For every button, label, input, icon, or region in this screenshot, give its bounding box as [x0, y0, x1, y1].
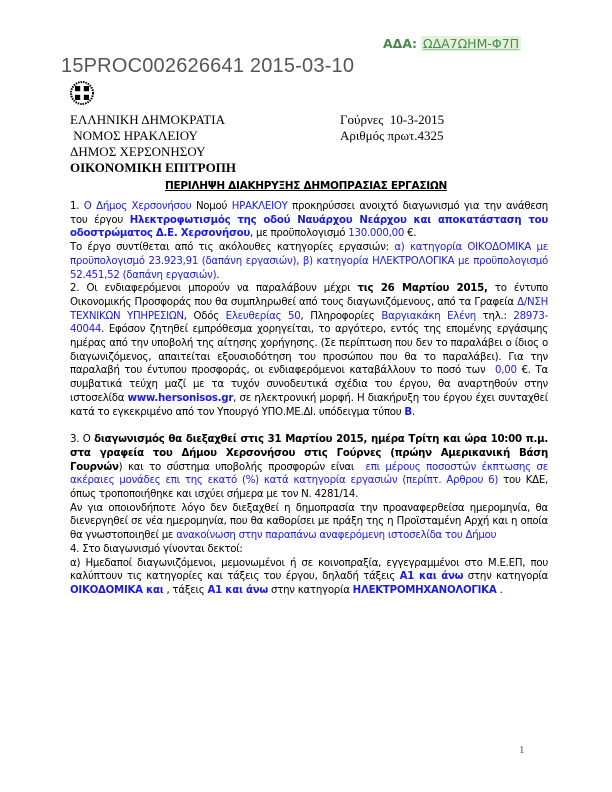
protocol-number: Αριθμός πρωτ.4325: [340, 128, 444, 143]
text: τηλ.:: [475, 310, 514, 322]
document-title: ΠΕΡΙΛΗΨΗ ΔΙΑΚΗΡΥΞΗΣ ΔΗΜΟΠΡΑΣΙΑΣ ΕΡΓΑΣΙΩΝ: [165, 180, 447, 192]
paragraph-7: [70, 557, 548, 598]
text: €.: [404, 228, 417, 240]
prefecture: ΗΡΑΚΛΕΙΟΥ: [231, 201, 288, 212]
paragraph-6: [70, 543, 548, 557]
text: Νομού: [191, 201, 232, 212]
text: 3. Ο: [70, 434, 95, 446]
issuer-prefecture: ΝΟΜΟΣ ΗΡΑΚΛΕΙΟΥ: [70, 128, 198, 143]
issuer-municipality: ΔΗΜΟΣ ΧΕΡΣΟΝΗΣΟΥ: [70, 144, 206, 159]
spacer: [70, 419, 548, 433]
text: ) και το σύστημα υποβολής προσφορών είναι: [118, 461, 366, 473]
document-body: [70, 200, 554, 598]
ada-stamp: [383, 36, 521, 51]
place-date: Γούρνες 10-3-2015: [340, 112, 445, 127]
class-requirement: Α1 και άνω: [399, 571, 464, 583]
bid-system: επι μέρους ποσοστών έκπτωσης σε ακέραιες μονάδες επι της εκατό (%) κατά κατηγορία εργασιών (περίπτ. Αρθρου 6): [70, 461, 548, 487]
page-number: 1: [519, 744, 525, 756]
paragraph-4: [70, 433, 548, 502]
text: το έντυπο Οικονομικής Προσφοράς που θα συμπληρωθεί από τους διαγωνιζόμενους, από τα Γραφεία: [70, 283, 548, 308]
text: .: [411, 406, 415, 418]
paragraph-5: [70, 502, 548, 543]
issuer-block: [70, 112, 236, 176]
paragraph-1: [70, 200, 548, 241]
department: Δ/ΝΣΗ ΤΕΧΝΙΚΩΝ ΥΠΗΡΕΣΙΩΝ: [70, 296, 554, 322]
text: , τάξεις: [163, 584, 208, 596]
text: στην κατηγορία: [268, 584, 353, 596]
deadline-date: τις 26 Μαρτίου 2015,: [357, 283, 488, 295]
greek-coat-of-arms-icon: [70, 81, 94, 105]
text: .: [496, 584, 503, 596]
issuer-country: ΕΛΛΗΝΙΚΗ ΔΗΜΟΚΡΑΤΙΑ: [70, 112, 225, 127]
text: προκηρύσσει ανοιχτό διαγωνισμό για την ανάθεση του έργου: [70, 201, 548, 226]
text: 2. Οι ενδιαφερόμενοι μπορούν να παραλάβουν μέχρι: [70, 283, 358, 295]
text: , σε ηλεκτρονική μορφή. Η διακήρυξη του έργου έχει συνταχθεί κατά το εγκεκριμένο από τον Υπουργό ΥΠΟ.ΜΕ.ΔΙ. υπόδειγμα τύπου: [70, 392, 548, 418]
procurement-id: 15PROC002626641 2015-03-10: [61, 55, 355, 77]
text: , Πληροφορίες: [300, 310, 382, 322]
text: , με προϋπολογισμό: [250, 228, 349, 240]
text: του ΚΔΕ, όπως τροποποιήθηκε και ισχύει σήμερα με τον Ν. 4281/14.: [70, 475, 549, 501]
text: . Εφόσον ζητηθεί εμπρόθεσμα χορηγείται, το αργότερο, εντός της επομένης εργάσιμης ημέρας από την υποβολή της αίτησης χορήγησης. (Σε περίπτωση που δεν το παραλάβει ο ίδιος ο διαγωνιζόμενος, απαιτείται εξουσιοδότηση του προσώπου που θα το παραλάβει). Για την παραλαβή του έντυπου προσφοράς, οι ενδιαφερόμενοι καταβάλλουν το ποσό των: [70, 324, 551, 377]
ada-label: ΑΔΑ:: [383, 36, 418, 51]
phone-number: 28973-40044: [70, 310, 548, 336]
date-block: [340, 112, 444, 144]
text: Το έργο συντίθεται από τις ακόλουθες κατηγορίες εργασιών:: [70, 242, 395, 254]
category-electromechanical: ΗΛΕΚΤΡΟΜΗΧΑΝΟΛΟΓΙΚΑ: [352, 584, 497, 596]
text: €. Τα συμβατικά τεύχη μαζί με τα τυχόν συνοδευτικά σχέδια του έργου, θα αναρτηθούν στην ιστοσελίδα: [70, 365, 548, 404]
project-title: Ηλεκτροφωτισμός της οδού Ναυάρχου Νεάρχου και αποκατάσταση του οδοστρώματος Δ.Ε. Χερσονήσου: [70, 214, 548, 240]
text: , Οδός: [183, 310, 226, 322]
issuer-committee: ΟΙΚΟΝΟΜΙΚΗ ΕΠΙΤΡΟΠΗ: [70, 160, 236, 175]
announcement-note: ανακοίνωση στην παραπάνω αναφερόμενη ιστοσελίδα του Δήμου: [176, 530, 497, 542]
text: .: [216, 269, 220, 281]
website-link[interactable]: www.hersonisos.gr: [127, 392, 234, 404]
budget-amount: 130.000,00: [348, 228, 405, 240]
class-requirement: Α1 και άνω: [207, 584, 269, 596]
fee-amount: 0,00: [495, 365, 517, 377]
contact-person: Βαργιακάκη Ελένη: [381, 310, 476, 322]
tender-date-place: διαγωνισμός θα διεξαχθεί στις 31 Μαρτίου 2015, ημέρα Τρίτη και ώρα 10:00 π.μ. στα γραφεία του Δήμου Χερσονήσου στις Γούρνες (πρώην Αμερικανική Βάση Γουρνών: [70, 434, 548, 473]
text: 1.: [70, 201, 84, 212]
text: στην κατηγορία: [463, 571, 548, 583]
category-building: ΟΙΚΟΔΟΜΙΚΑ και: [70, 584, 164, 596]
text: α) Ημεδαποί διαγωνιζόμενοι, μεμονωμένοι ή σε κοινοπραξία, εγγεγραμμένοι στο Μ.Ε.ΕΠ, που καλύπτουν τις κατηγορίες και τάξεις του έργου, δηλαδή τάξεις: [70, 557, 548, 583]
paragraph-2: [70, 241, 548, 282]
text: Αν για οποιονδήποτε λόγο δεν διεξαχθεί η δημοπρασία την προαναφερθείσα ημερομηνία, θα διενεργηθεί σε νέα ημερομηνία, που θα καθορίσει με πράξη της η Προϊσταμένη Αρχή και η οποία θα γνωστοποιηθεί με: [70, 502, 548, 542]
municipality: Ο Δήμος Χερσονήσου: [83, 201, 192, 212]
template-type: Β: [404, 406, 412, 418]
paragraph-3: [70, 282, 554, 419]
ada-code: ΩΔΑ7ΩΗΜ-Φ7Π: [423, 36, 520, 51]
text: 4. Στο διαγωνισμό γίνονται δεκτοί:: [70, 543, 243, 555]
address: Ελευθερίας 50: [225, 310, 301, 322]
work-categories: α) κατηγορία ΟΙΚΟΔΟΜΙΚΑ με προϋπολογισμό 23.923,91 (δαπάνη εργασιών), β) κατηγορία ΗΛΕΚΤΡΟΛΟΓΙΚΑ με προϋπολογισμό 52.451,52 (δαπάνη εργασιών): [70, 242, 548, 281]
